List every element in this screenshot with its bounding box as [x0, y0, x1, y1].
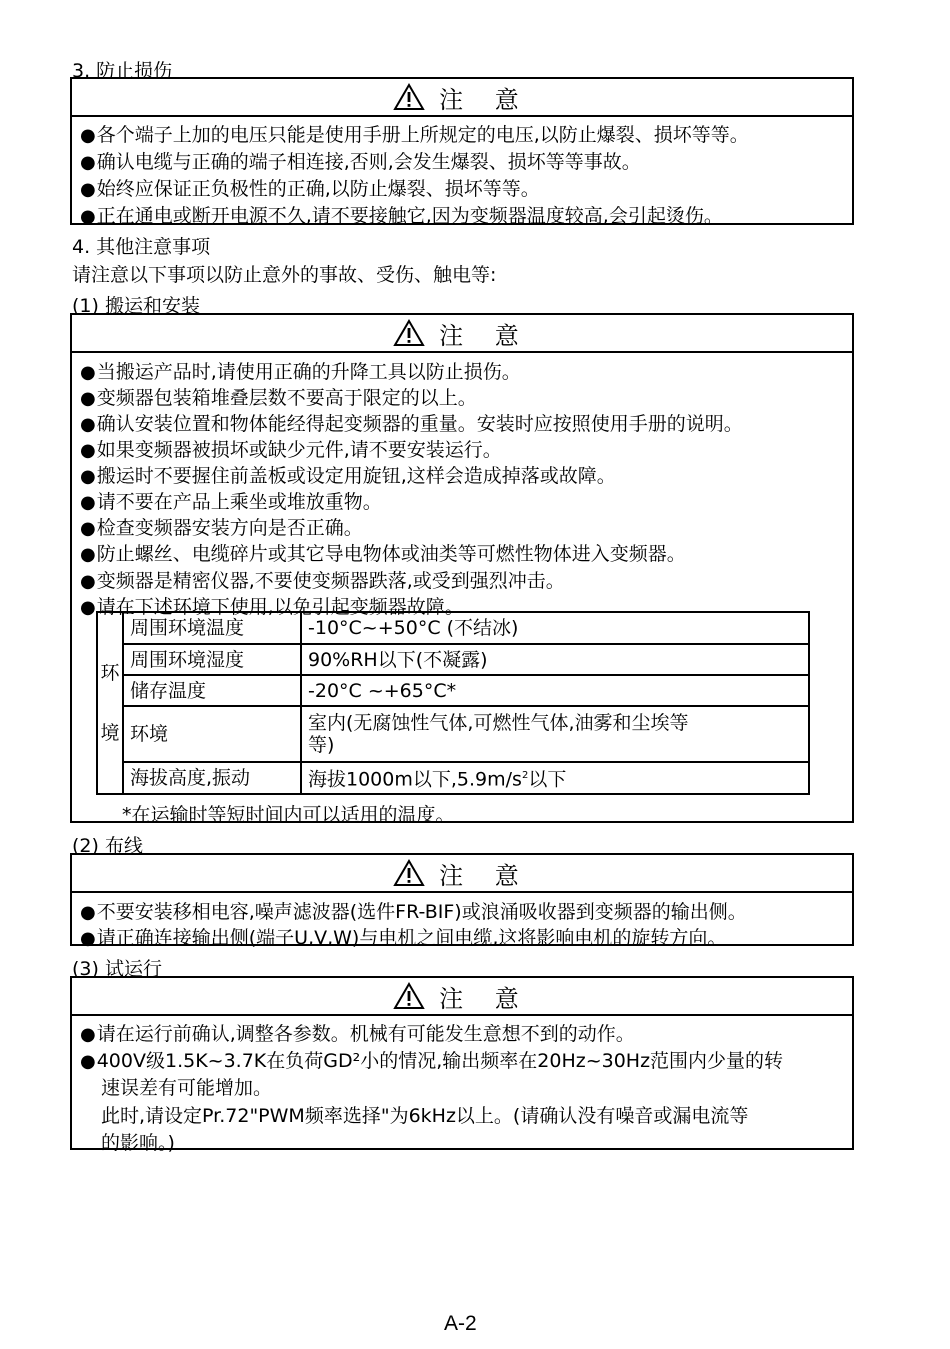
list-item — [80, 897, 747, 924]
table-row — [97, 706, 809, 762]
caution-title: 注 意 — [439, 984, 531, 1013]
table-row — [97, 762, 809, 794]
item-text: 始终应保证正负极性的正确,以防止爆裂、损坏等等。 — [96, 178, 540, 200]
table-cell-value — [301, 762, 809, 794]
item-text: 请在下述环境下使用,以免引起变频器故障。 — [96, 596, 464, 618]
side-label-top: 环 — [100, 662, 120, 684]
item-text: 当搬运产品时,请使用正确的升降工具以防止损伤。 — [96, 361, 521, 383]
bullet-icon: ● — [80, 571, 96, 592]
value-line-1: 室内(无腐蚀性气体,可燃性气体,油雾和尘埃等 — [308, 712, 689, 734]
env-footnote: *在运输时等短时间内可以适用的温度。 — [122, 804, 455, 826]
section-3-heading: 3. 防止损伤 — [72, 60, 173, 82]
warning-triangle-icon — [393, 859, 425, 887]
table-row — [97, 675, 809, 706]
bullet-icon: ● — [80, 492, 96, 513]
table-cell-label: 周围环境湿度 — [123, 644, 301, 675]
item-continuation: 的影响。) — [101, 1132, 175, 1154]
item-text: 正在通电或断开电源不久,请不要接触它,因为变频器温度较高,会引起烫伤。 — [96, 205, 723, 227]
item-text: 变频器包装箱堆叠层数不要高于限定的以上。 — [96, 387, 477, 409]
bullet-icon: ● — [80, 902, 96, 923]
list-item — [80, 201, 723, 228]
section-4-heading: 4. 其他注意事项 — [72, 236, 211, 258]
table-cell-value: 90%RH以下(不凝露) — [301, 644, 809, 675]
item-text: 防止螺丝、电缆碎片或其它导电物体或油类等可燃性物体进入变频器。 — [96, 543, 686, 565]
list-item — [80, 409, 743, 436]
caution-header — [72, 315, 852, 353]
table-row — [97, 644, 809, 675]
bullet-icon: ● — [80, 440, 96, 461]
side-label-bottom: 境 — [100, 722, 120, 744]
item-text: 400V级1.5K~3.7K在负荷GD²小的情况,输出频率在20Hz~30Hz范围内少量的转 — [96, 1050, 784, 1072]
bullet-icon: ● — [80, 928, 96, 949]
table-cell-value — [301, 706, 809, 762]
caution-header — [72, 855, 852, 893]
caution-box-4 — [70, 976, 854, 1154]
list-item — [80, 174, 540, 201]
list-item — [80, 923, 726, 950]
bullet-icon: ● — [80, 388, 96, 409]
warning-triangle-icon — [393, 982, 425, 1010]
warning-triangle-icon — [393, 83, 425, 111]
caution-box-1 — [70, 77, 854, 225]
bullet-icon: ● — [80, 597, 96, 618]
item-text: 搬运时不要握住前盖板或设定用旋钮,这样会造成掉落或故障。 — [96, 465, 616, 487]
caution-header — [72, 978, 852, 1016]
bullet-icon: ● — [80, 362, 96, 383]
section-4-intro: 请注意以下事项以防止意外的事故、受伤、触电等: — [72, 264, 497, 286]
list-item — [80, 435, 502, 462]
bullet-icon: ● — [80, 518, 96, 539]
list-item — [80, 539, 686, 566]
item-text: 不要安装移相电容,噪声滤波器(选件FR-BIF)或浪涌吸收器到变频器的输出侧。 — [96, 901, 747, 923]
item-text: 检查变频器安装方向是否正确。 — [96, 517, 363, 539]
list-item — [80, 1019, 635, 1046]
list-item — [80, 566, 565, 593]
bullet-icon: ● — [80, 466, 96, 487]
bullet-icon: ● — [80, 414, 96, 435]
bullet-icon: ● — [80, 179, 96, 200]
list-item — [80, 461, 616, 488]
caution-box-3 — [70, 853, 854, 949]
page-number: A-2 — [444, 1312, 477, 1335]
bullet-icon: ● — [80, 1051, 96, 1072]
item-text: 请在运行前确认,调整各参数。机械有可能发生意想不到的动作。 — [96, 1023, 635, 1045]
env-side-label — [97, 612, 123, 794]
item-text: 变频器是精密仪器,不要使变频器跌落,或受到强烈冲击。 — [96, 570, 565, 592]
list-item — [80, 383, 477, 410]
item-text: 确认电缆与正确的端子相连接,否则,会发生爆裂、损坏等等事故。 — [96, 151, 641, 173]
item-text: 请正确连接输出侧(端子U,V,W)与电机之间电缆,这将影响电机的旋转方向。 — [96, 927, 727, 949]
item-text: 各个端子上加的电压只能是使用手册上所规定的电压,以防止爆裂、损坏等等。 — [96, 124, 749, 146]
table-cell-value: -20°C ~+65°C* — [301, 675, 809, 706]
bullet-icon: ● — [80, 152, 96, 173]
list-item — [80, 357, 521, 384]
list-item — [80, 487, 382, 514]
value-line-2: 等) — [308, 734, 335, 756]
caution-header — [72, 79, 852, 117]
subsection-2-heading: (2) 布线 — [72, 835, 143, 857]
subsection-3-heading: (3) 试运行 — [72, 958, 162, 980]
item-text: 请不要在产品上乘坐或堆放重物。 — [96, 491, 382, 513]
environment-table — [96, 611, 810, 795]
bullet-icon: ● — [80, 206, 96, 227]
list-item — [80, 147, 641, 174]
item-text: 确认安装位置和物体能经得起变频器的重量。安装时应按照使用手册的说明。 — [96, 413, 743, 435]
value-superscript: 2 — [521, 770, 529, 782]
value-text: 海拔1000m以下,5.9m/s — [308, 768, 522, 791]
bullet-icon: ● — [80, 125, 96, 146]
value-tail: 以下 — [528, 768, 567, 791]
item-text: 如果变频器被损坏或缺少元件,请不要安装运行。 — [96, 439, 502, 461]
table-cell-label: 周围环境温度 — [123, 612, 301, 644]
caution-title: 注 意 — [439, 85, 531, 114]
caution-title: 注 意 — [439, 321, 531, 350]
table-cell-label: 环境 — [123, 706, 301, 762]
list-item — [80, 120, 749, 147]
subsection-1-heading: (1) 搬运和安装 — [72, 295, 200, 317]
table-cell-label: 海拔高度,振动 — [123, 762, 301, 794]
item-continuation: 此时,请设定Pr.72"PWM频率选择"为6kHz以上。(请确认没有噪音或漏电流等 — [101, 1105, 749, 1127]
warning-triangle-icon — [393, 319, 425, 347]
item-continuation: 速误差有可能增加。 — [101, 1077, 273, 1099]
caution-title: 注 意 — [439, 861, 531, 890]
list-item — [80, 1046, 783, 1073]
table-cell-label: 储存温度 — [123, 675, 301, 706]
table-cell-value: -10°C~+50°C (不结冰) — [301, 612, 809, 644]
bullet-icon: ● — [80, 544, 96, 565]
list-item — [80, 513, 363, 540]
bullet-icon: ● — [80, 1024, 96, 1045]
table-row — [97, 612, 809, 644]
